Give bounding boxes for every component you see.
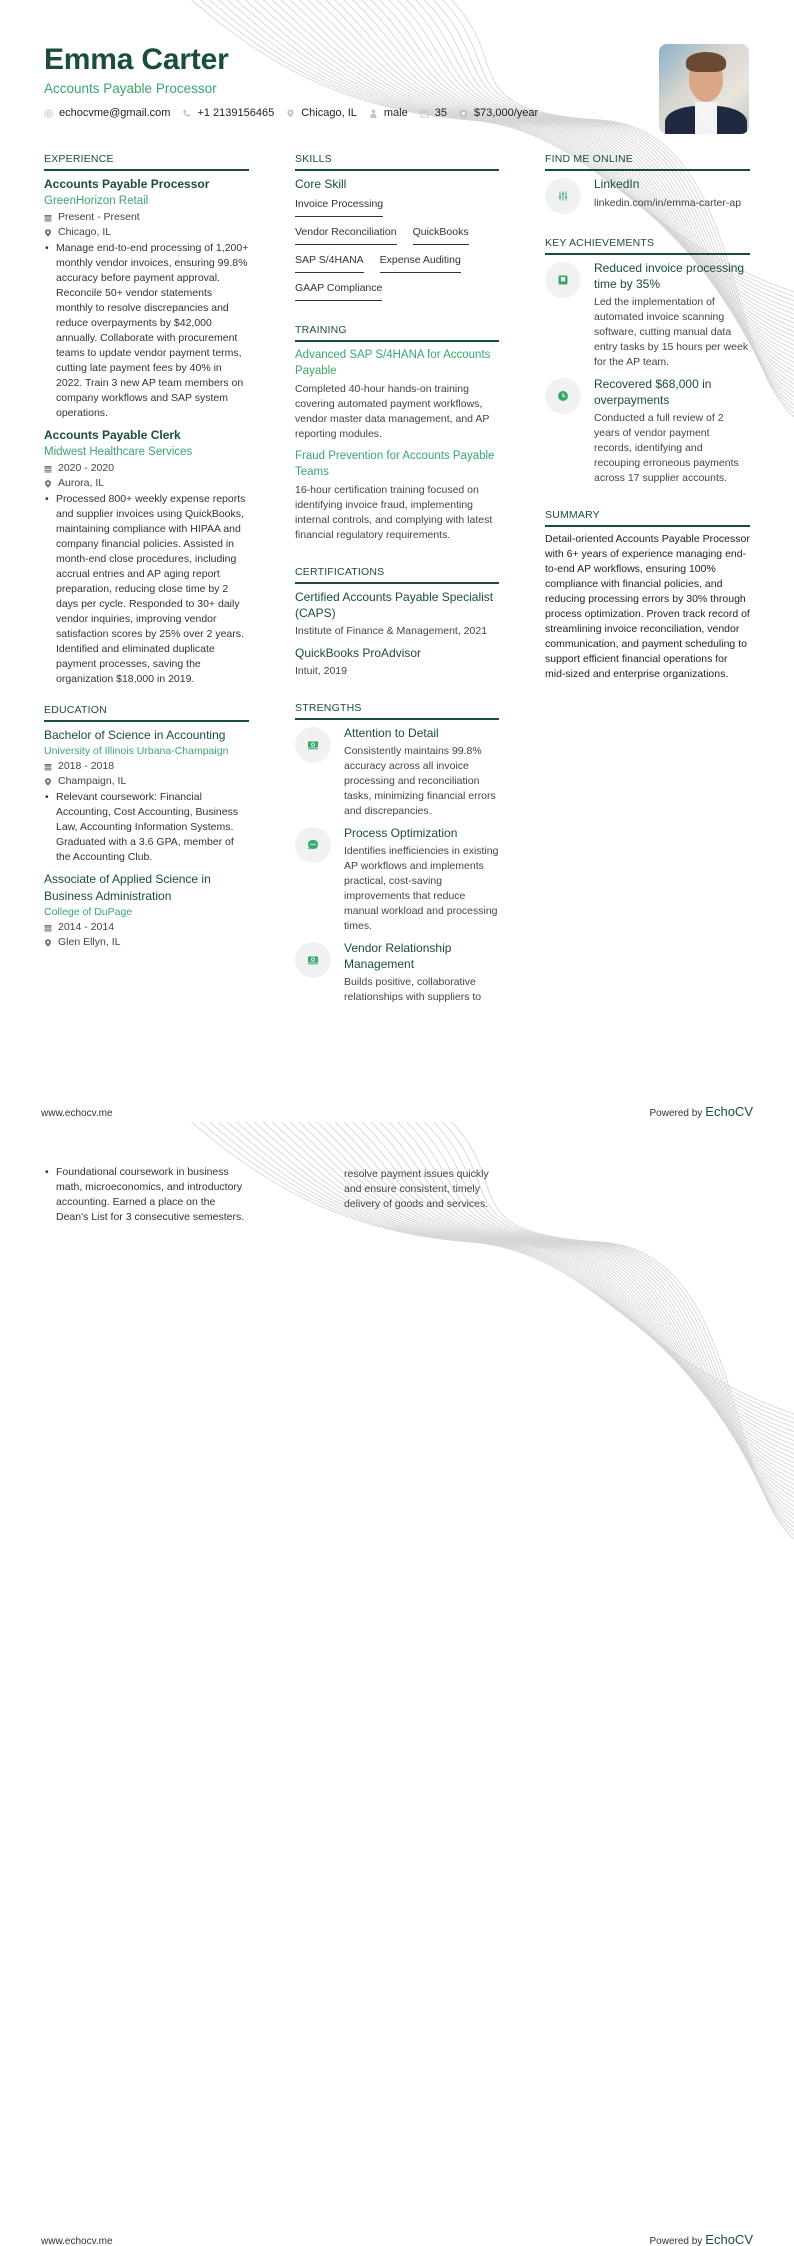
skills-section (295, 152, 499, 307)
education-location: Champaign, IL (44, 774, 249, 789)
salary-icon (459, 109, 468, 118)
bullet-item: • Manage end-to-end processing of 1,200+ monthly vendor invoices, ensuring 99.8% accuracy before payment approval. Reconcile 50+ vendor statements monthly to resolve discrepancies and reduce overpayments by $42,000 annually. Collaborate with procurement teams to update vendor payment terms, cutting late payment fees by 40% in 2022. Train 3 new AP team members on company workflows and SAP system operations. (44, 241, 249, 421)
strengths-section (295, 701, 499, 1005)
education-bullets (44, 790, 249, 865)
candidate-name: Emma Carter (44, 43, 229, 76)
online-profile-label: LinkedIn (594, 177, 640, 191)
strength-item (295, 725, 499, 819)
online-heading: FIND ME ONLINE (545, 152, 750, 171)
company-name: Midwest Healthcare Services (44, 446, 193, 458)
footer-powered-by: Powered by EchoCV (649, 1104, 753, 1119)
money-bill-icon (295, 942, 331, 978)
resume-page-1 (0, 0, 794, 1122)
skill-tag: SAP S/4HANA (295, 251, 364, 273)
achievement-description: Conducted a full review of 2 years of vendor payment records, identifying and recouping erroneous payments across 17 supplier accounts. (594, 412, 739, 484)
at-icon (44, 109, 53, 118)
bullet-item: • Relevant coursework: Financial Accounting, Cost Accounting, Business Law, Accounting Information Systems. Graduated with a 3.6 GPA, member of the Accounting Club. (44, 790, 249, 865)
footer-brand[interactable]: EchoCV (705, 1104, 753, 1119)
online-section (545, 152, 750, 214)
training-title: Fraud Prevention for Accounts Payable Teams (295, 450, 495, 478)
strength-description: Builds positive, collaborative relationships with suppliers to (344, 976, 482, 1003)
skill-tag: Expense Auditing (380, 251, 461, 273)
job-title: Accounts Payable Processor (44, 177, 210, 191)
person-icon (369, 109, 378, 118)
training-description: 16-hour certification training focused on identifying invoice fraud, implementing internal controls, and complying with latest financial regulatory requirements. (295, 484, 493, 541)
contact-info (44, 107, 644, 119)
page-footer (41, 1104, 753, 1119)
money-bill-icon (295, 727, 331, 763)
job-dates: Present - Present (44, 210, 249, 225)
job-location: Chicago, IL (44, 225, 249, 240)
school-name: University of Illinois Urbana-Champaign (44, 745, 229, 757)
training-description: Completed 40-hour hands-on training covering automated payment workflows, vendor master data management, and AP reporting modules. (295, 383, 490, 440)
middle-column (295, 152, 499, 1021)
strength-description: Consistently maintains 99.8% accuracy across all invoice processing and reconciliation tasks, minimizing financial errors and discrepancies. (344, 745, 496, 817)
skill-tag: GAAP Compliance (295, 279, 382, 301)
job-location: Aurora, IL (44, 476, 249, 491)
contact-email[interactable]: echocvme@gmail.com (44, 107, 170, 119)
resume-page-2 (0, 1122, 794, 2246)
profile-photo (659, 44, 749, 134)
education-dates: 2014 - 2014 (44, 920, 249, 935)
certification-entry (295, 645, 499, 679)
right-column (545, 152, 750, 698)
experience-entry (44, 427, 249, 687)
linkedin-link[interactable]: linkedin.com/in/emma-carter-ap (594, 197, 742, 209)
clock-icon (545, 378, 581, 414)
left-column (44, 152, 249, 966)
location-pin-icon (286, 109, 295, 118)
education-heading: EDUCATION (44, 703, 249, 722)
training-section (295, 323, 499, 543)
training-entry (295, 347, 499, 442)
location-pin-icon (44, 480, 52, 488)
job-bullets (44, 241, 249, 421)
strengths-heading: STRENGTHS (295, 701, 499, 720)
strength-item (295, 940, 499, 1005)
calendar-icon (420, 109, 429, 118)
contact-salary: $73,000/year (459, 107, 538, 119)
certification-issuer: Intuit, 2019 (295, 665, 347, 677)
skills-list (295, 195, 499, 307)
experience-section (44, 152, 249, 687)
summary-heading: SUMMARY (545, 508, 750, 527)
training-title: Advanced SAP S/4HANA for Accounts Payable (295, 349, 491, 377)
education-bullets (44, 1165, 249, 1225)
strength-description: resolve payment issues quickly and ensure consistent, timely delivery of goods and services. (344, 1168, 489, 1210)
certifications-heading: CERTIFICATIONS (295, 565, 499, 584)
achievement-title: Recovered $68,000 in overpayments (594, 377, 712, 407)
job-bullets (44, 492, 249, 687)
training-heading: TRAINING (295, 323, 499, 342)
education-dates: 2018 - 2018 (44, 759, 249, 774)
location-pin-icon (44, 229, 52, 237)
phone-icon (182, 109, 191, 118)
achievement-description: Led the implementation of automated invoice scanning software, cutting manual data entry tasks by 15 hours per week for the AP team. (594, 296, 749, 368)
training-entry (295, 448, 499, 543)
company-name: GreenHorizon Retail (44, 195, 149, 207)
skill-tag: Invoice Processing (295, 195, 383, 217)
degree-title: Associate of Applied Science in Business Administration (44, 872, 211, 903)
education-location: Glen Ellyn, IL (44, 935, 249, 950)
certifications-section (295, 565, 499, 679)
certification-title: QuickBooks ProAdvisor (295, 646, 422, 660)
strength-title: Process Optimization (344, 826, 458, 840)
footer-website-link[interactable]: www.echocv.me (41, 1108, 113, 1119)
bookmark-icon (545, 262, 581, 298)
experience-entry (44, 176, 249, 421)
contact-gender: male (369, 107, 408, 119)
strength-title: Vendor Relationship Management (344, 941, 452, 971)
job-title: Accounts Payable Clerk (44, 428, 181, 442)
achievement-title: Reduced invoice processing time by 35% (594, 261, 745, 291)
calendar-icon (44, 214, 52, 222)
online-profile-item[interactable] (545, 176, 750, 214)
candidate-title: Accounts Payable Processor (44, 81, 217, 96)
contact-phone[interactable]: +1 2139156465 (182, 107, 274, 119)
contact-age: 35 (420, 107, 447, 119)
bullet-item: • Foundational coursework in business math, microeconomics, and introductory accounting. Earned a place on the Dean's List for 3 consecutive semesters. (44, 1165, 249, 1225)
skill-group-label: Core Skill (295, 177, 347, 191)
experience-heading: EXPERIENCE (44, 152, 249, 171)
school-name: College of DuPage (44, 906, 133, 918)
summary-section (545, 508, 750, 682)
location-pin-icon (44, 778, 52, 786)
strength-title: Attention to Detail (344, 726, 439, 740)
sliders-icon (545, 178, 581, 214)
skill-tag: Vendor Reconciliation (295, 223, 397, 245)
achievements-heading: KEY ACHIEVEMENTS (545, 236, 750, 255)
skill-tag: QuickBooks (413, 223, 469, 245)
achievement-item (545, 376, 750, 486)
calendar-icon (44, 763, 52, 771)
footer-powered-by: Powered by EchoCV (649, 2232, 753, 2246)
summary-text: Detail-oriented Accounts Payable Processor with 6+ years of experience managing end-to-end AP workflows, ensuring 100% compliance with financial policies, and reducing processing errors by 30% through process optimization. Proven track record of streamlining invoice reconciliation, vendor communication, and payment scheduling to support efficient financial operations for mid-sized and enterprise organizations. (545, 533, 750, 680)
strength-description: Identifies inefficiencies in existing AP workflows and implements practical, cost-saving improvements that reduce manual workload and processing times. (344, 845, 499, 932)
strength-item (295, 825, 499, 934)
education-section (44, 703, 249, 950)
certification-entry (295, 589, 499, 639)
calendar-icon (44, 465, 52, 473)
page-footer (41, 2232, 753, 2246)
certification-issuer: Institute of Finance & Management, 2021 (295, 625, 488, 637)
resume-header (44, 42, 644, 119)
chat-bubble-icon (295, 827, 331, 863)
job-dates: 2020 - 2020 (44, 461, 249, 476)
strengths-continuation (344, 1164, 504, 1212)
bullet-item: • Processed 800+ weekly expense reports and supplier invoices using QuickBooks, maintaining compliance with HIPAA and company financial policies. Assisted in month-end close procedures, including accrual entries and AP aging report preparation, reducing close time by 2 days per cycle. Responded to 30+ daily vendor inquiries, improving vendor satisfaction scores by 25% over 2 years. Identified and eliminated duplicate payment processes, saving the organization $18,000 in 2019. (44, 492, 249, 687)
certification-title: Certified Accounts Payable Specialist (CAPS) (295, 590, 494, 620)
degree-title: Bachelor of Science in Accounting (44, 728, 226, 742)
location-pin-icon (44, 939, 52, 947)
skills-heading: SKILLS (295, 152, 499, 171)
contact-location: Chicago, IL (286, 107, 357, 119)
footer-website-link[interactable]: www.echocv.me (41, 2236, 113, 2246)
education-continuation (44, 1164, 249, 1231)
education-entry (44, 727, 249, 865)
education-entry (44, 871, 249, 950)
achievements-section (545, 236, 750, 486)
calendar-icon (44, 924, 52, 932)
footer-brand[interactable]: EchoCV (705, 2232, 753, 2246)
achievement-item (545, 260, 750, 370)
